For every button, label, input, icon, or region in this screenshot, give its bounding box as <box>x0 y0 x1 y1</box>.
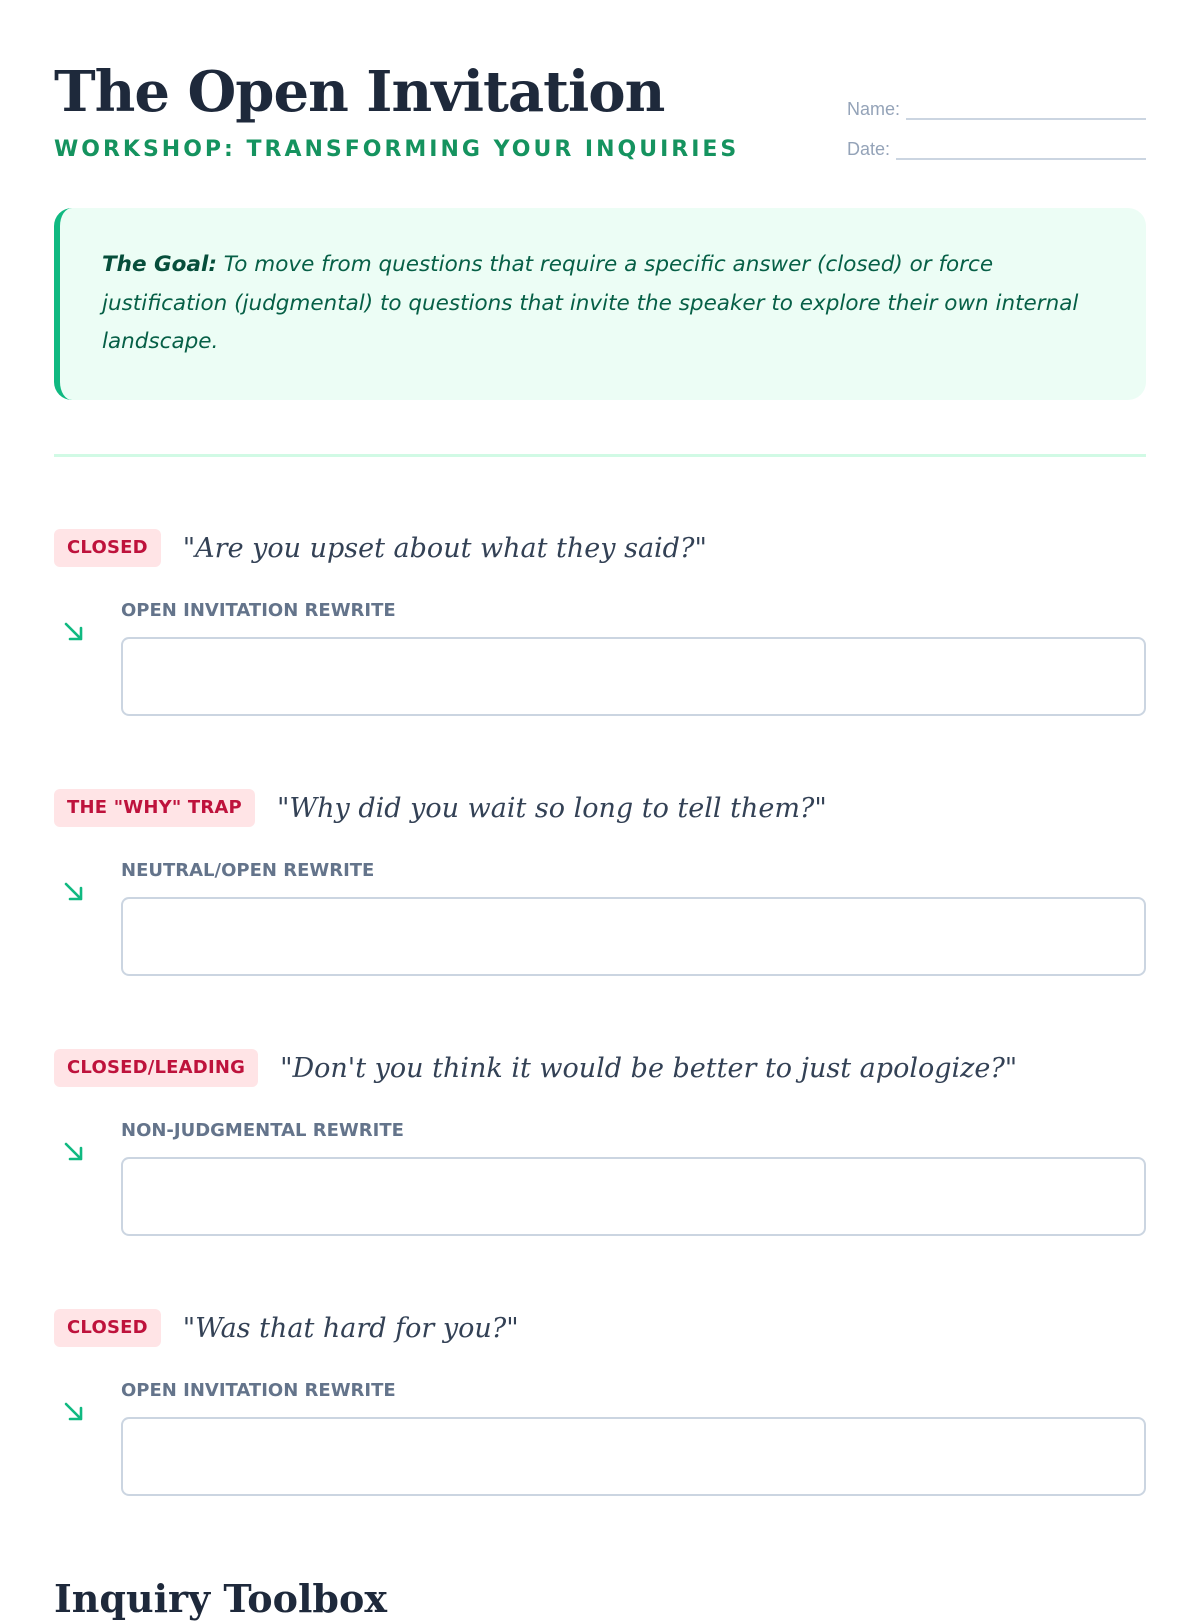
question-text: "Was that hard for you?" <box>182 1312 519 1344</box>
meta-fields <box>826 98 1146 178</box>
question-row <box>54 788 827 828</box>
date-field-row <box>826 138 1146 160</box>
worksheet-page <box>54 0 1146 1621</box>
rewrite-input[interactable] <box>121 637 1146 716</box>
question-row <box>54 1048 1017 1088</box>
name-field[interactable] <box>906 100 1146 120</box>
question-type-badge: THE "WHY" TRAP <box>54 789 255 827</box>
goal-callout <box>54 208 1146 400</box>
arrow-down-right-icon <box>62 620 86 644</box>
question-row <box>54 1308 519 1348</box>
arrow-down-right-icon <box>62 1400 86 1424</box>
date-field[interactable] <box>896 140 1146 160</box>
question-text: "Why did you wait so long to tell them?" <box>276 792 827 824</box>
rewrite-input[interactable] <box>121 1417 1146 1496</box>
rewrite-label: OPEN INVITATION REWRITE <box>121 600 396 621</box>
rewrite-input[interactable] <box>121 1157 1146 1236</box>
question-text: "Are you upset about what they said?" <box>182 532 707 564</box>
section-heading-toolbox: Inquiry Toolbox <box>54 1576 387 1621</box>
rewrite-label: NEUTRAL/OPEN REWRITE <box>121 860 375 881</box>
page-subtitle: WORKSHOP: TRANSFORMING YOUR INQUIRIES <box>54 137 740 162</box>
page-title: The Open Invitation <box>54 59 665 125</box>
question-row <box>54 528 707 568</box>
date-label: Date: <box>846 139 890 159</box>
arrow-down-right-icon <box>62 1140 86 1164</box>
goal-lead: The Goal: <box>102 252 217 277</box>
arrow-down-right-icon <box>62 880 86 904</box>
exercise-card <box>54 528 1146 728</box>
section-divider <box>54 454 1146 457</box>
name-label: Name: <box>846 99 900 119</box>
rewrite-label: NON-JUDGMENTAL REWRITE <box>121 1120 404 1141</box>
goal-paragraph <box>102 246 1102 362</box>
question-type-badge: CLOSED/LEADING <box>54 1049 258 1087</box>
exercise-card <box>54 788 1146 988</box>
question-type-badge: CLOSED <box>54 1309 161 1347</box>
name-field-row <box>826 98 1146 120</box>
rewrite-label: OPEN INVITATION REWRITE <box>121 1380 396 1401</box>
exercise-card <box>54 1308 1146 1508</box>
question-type-badge: CLOSED <box>54 529 161 567</box>
exercise-card <box>54 1048 1146 1248</box>
goal-text: To move from questions that require a specific answer (closed) or force justification (judgmental) to questions that invite the speaker to explore their own internal landscape. <box>102 252 1079 354</box>
rewrite-input[interactable] <box>121 897 1146 976</box>
worksheet-header <box>54 50 1146 180</box>
question-text: "Don't you think it would be better to just apologize?" <box>280 1052 1018 1084</box>
